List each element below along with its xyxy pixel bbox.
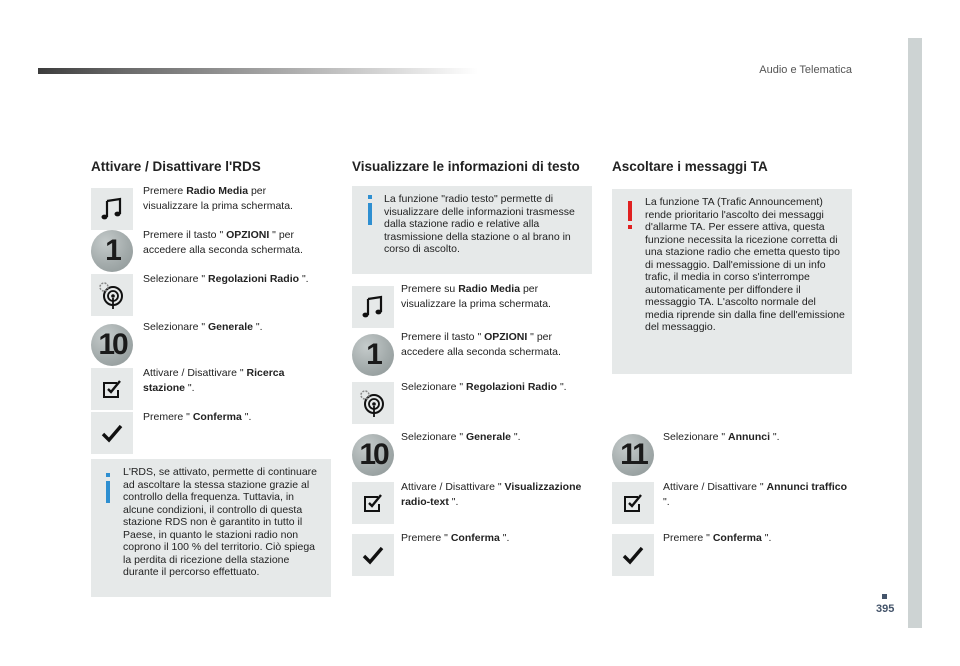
text-info-box	[352, 186, 592, 274]
ta-step-2: Attivare / Disattivare " Annunci traffico ".	[663, 481, 848, 508]
rds-info-box	[91, 459, 331, 597]
ta-title: Ascoltare i messaggi TA	[612, 159, 768, 174]
text-step-5: Attivare / Disattivare " Visualizzazione radio-text ".	[401, 481, 582, 508]
step-badge: 1	[91, 230, 133, 272]
step-badge: 1	[352, 334, 394, 376]
page-marker	[882, 594, 887, 599]
rds-title: Attivare / Disattivare l'RDS	[91, 159, 261, 174]
step-badge: 10	[91, 324, 133, 366]
ta-warning-text: La funzione TA (Trafic Announcement) rende prioritario l'ascolto dei messaggi d'allarme TA. Per essere attiva, questa funzione necessita la ricezione corretta di una stazione radio che emetta questo tipo di messaggio. Dall'emissione di un info trafic, il media in corso s'interrompe automaticamente per diffondere il messaggio TA. L'ascolto normale del media riprende sin dalla fine dell'emissione del messaggio.	[645, 196, 845, 333]
text-title: Visualizzare le informazioni di testo	[352, 159, 580, 174]
rds-info-text: L'RDS, se attivato, permette di continuare ad ascoltare la stessa stazione grazie al controllo della frequenza. Tuttavia, in alcune condizioni, il controllo di questa stazione RDS non è garantito in tutto il Paese, in quanto le stazioni radio non coprono il 100 % del territorio. Ciò spiega la perdita di ricezione della stazione durante il percorso effettuato.	[123, 466, 318, 578]
info-icon	[365, 195, 375, 225]
checkmark-icon	[612, 534, 654, 576]
rds-step-5: Attivare / Disattivare " Ricerca stazione ".	[143, 367, 285, 394]
checkbox-toggle-icon	[352, 482, 394, 524]
header-title: Audio e Telematica	[759, 64, 852, 76]
text-step-6: Premere " Conferma ".	[401, 532, 510, 544]
music-note-icon	[352, 286, 394, 328]
rds-step-4: Selezionare " Generale ".	[143, 321, 263, 333]
checkmark-icon	[91, 412, 133, 454]
rds-step-3: Selezionare " Regolazioni Radio ".	[143, 273, 309, 285]
ta-warning-box	[612, 189, 852, 374]
ta-step-3: Premere " Conferma ".	[663, 532, 772, 544]
text-step-2: Premere il tasto " OPZIONI " per accedere alla seconda schermata.	[401, 331, 561, 358]
rds-step-2: Premere il tasto " OPZIONI " per accedere alla seconda schermata.	[143, 229, 303, 256]
text-info-text: La funzione "radio testo" permette di visualizzare delle informazioni trasmesse dalla stazione radio e relative alla trasmissione della stazione o al brano in corso di ascolto.	[384, 193, 575, 255]
checkbox-toggle-icon	[612, 482, 654, 524]
step-badge: 11	[612, 434, 654, 476]
checkbox-toggle-icon	[91, 368, 133, 410]
rds-step-1: Premere Radio Media per visualizzare la prima schermata.	[143, 185, 293, 212]
side-strip	[908, 38, 922, 628]
header-bar	[38, 68, 478, 74]
page-number: 395	[876, 603, 895, 615]
music-note-icon	[91, 188, 133, 230]
checkmark-icon	[352, 534, 394, 576]
ta-step-1: Selezionare " Annunci ".	[663, 431, 780, 443]
step-badge: 10	[352, 434, 394, 476]
rds-step-6: Premere " Conferma ".	[143, 411, 252, 423]
radio-settings-icon	[91, 274, 133, 316]
info-icon	[103, 473, 113, 503]
text-step-3: Selezionare " Regolazioni Radio ".	[401, 381, 567, 393]
text-step-1: Premere su Radio Media per visualizzare la prima schermata.	[401, 283, 551, 310]
radio-settings-icon	[352, 382, 394, 424]
text-step-4: Selezionare " Generale ".	[401, 431, 521, 443]
warning-icon	[625, 201, 635, 231]
